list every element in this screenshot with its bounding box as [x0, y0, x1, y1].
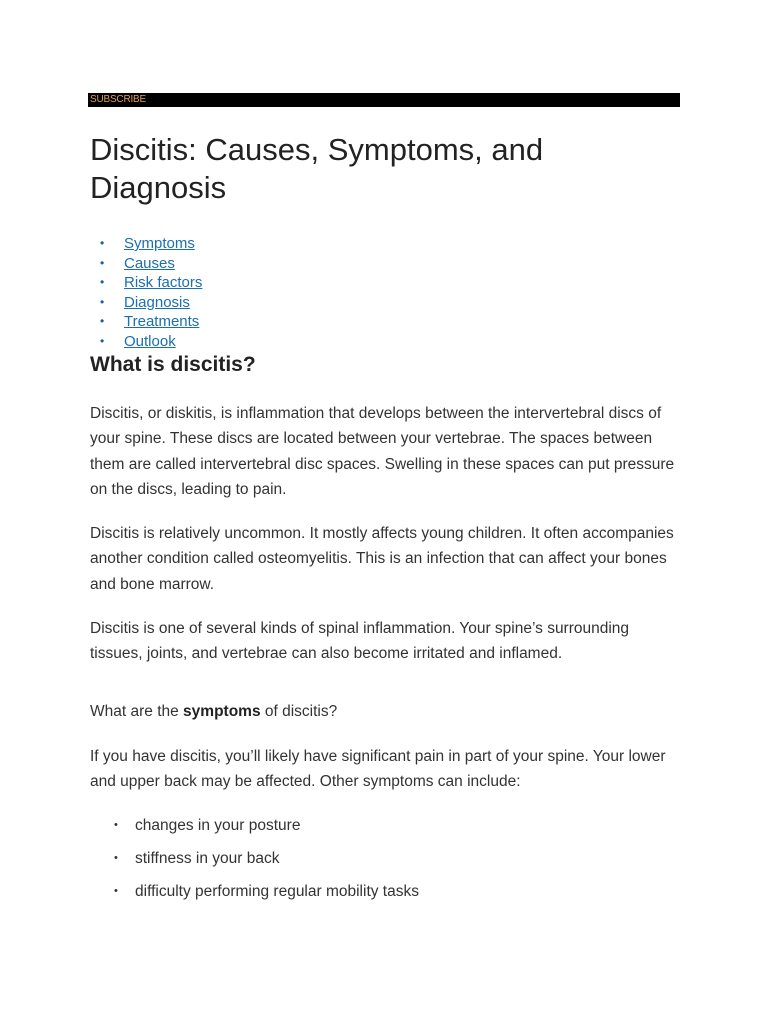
article-title: Discitis: Causes, Symptoms, and Diagnosis: [90, 132, 544, 205]
toc-link-diagnosis[interactable]: Diagnosis: [124, 293, 190, 311]
toc-link-outlook[interactable]: Outlook: [124, 332, 176, 350]
bullet-dot-icon: •: [100, 294, 105, 309]
list-item-label: changes in your posture: [135, 817, 301, 834]
section-heading: What is discitis?: [90, 353, 256, 376]
paragraph-prevalence: Discitis is relatively uncommon. It mostly affects young children. It often accompanies another condition called osteomyelitis. This is an infection that can affect your bones and bone marrow.: [90, 525, 674, 593]
bullet-dot-icon: •: [100, 275, 105, 289]
symptoms-question-before: What are the: [90, 703, 184, 720]
subscribe-link[interactable]: SUBSCRIBE: [90, 94, 146, 105]
list-item-label: difficulty performing regular mobility tasks: [135, 883, 419, 900]
bullet-dot-icon: •: [100, 236, 105, 250]
paragraph-types: Discitis is one of several kinds of spinal inflammation. Your spine’s surrounding tissues, joints, and vertebrae can also become irritated and inflamed.: [90, 620, 630, 663]
symptoms-question-bold: symptoms: [183, 703, 261, 720]
toc-link-symptoms[interactable]: Symptoms: [124, 235, 195, 252]
list-item-label: stiffness in your back: [135, 850, 280, 867]
bullet-dot-icon: •: [100, 333, 105, 348]
toc-link-risk-factors[interactable]: Risk factors: [124, 274, 203, 291]
toc-link-causes[interactable]: Causes: [124, 254, 175, 272]
symptoms-intro: If you have discitis, you’ll likely have significant pain in part of your spine. Your lower and upper back may be affected. Other symptoms can include:: [90, 748, 666, 791]
toc-link-treatments[interactable]: Treatments: [124, 313, 200, 330]
bullet-dot-icon: •: [114, 852, 118, 864]
symptoms-question-after: of discitis?: [260, 703, 338, 720]
bullet-dot-icon: •: [100, 314, 105, 328]
bullet-dot-icon: •: [100, 255, 105, 270]
bullet-dot-icon: •: [114, 819, 118, 831]
symptoms-question: [90, 699, 337, 724]
bullet-dot-icon: •: [114, 885, 118, 897]
subscribe-bar: [88, 93, 680, 107]
paragraph-definition: Discitis, or diskitis, is inflammation that develops between the intervertebral discs of your spine. These discs are located between your vertebrae. The spaces between them are called intervertebral disc spaces. Swelling in these spaces can put pressure on the discs, leading to pain.: [90, 405, 675, 498]
